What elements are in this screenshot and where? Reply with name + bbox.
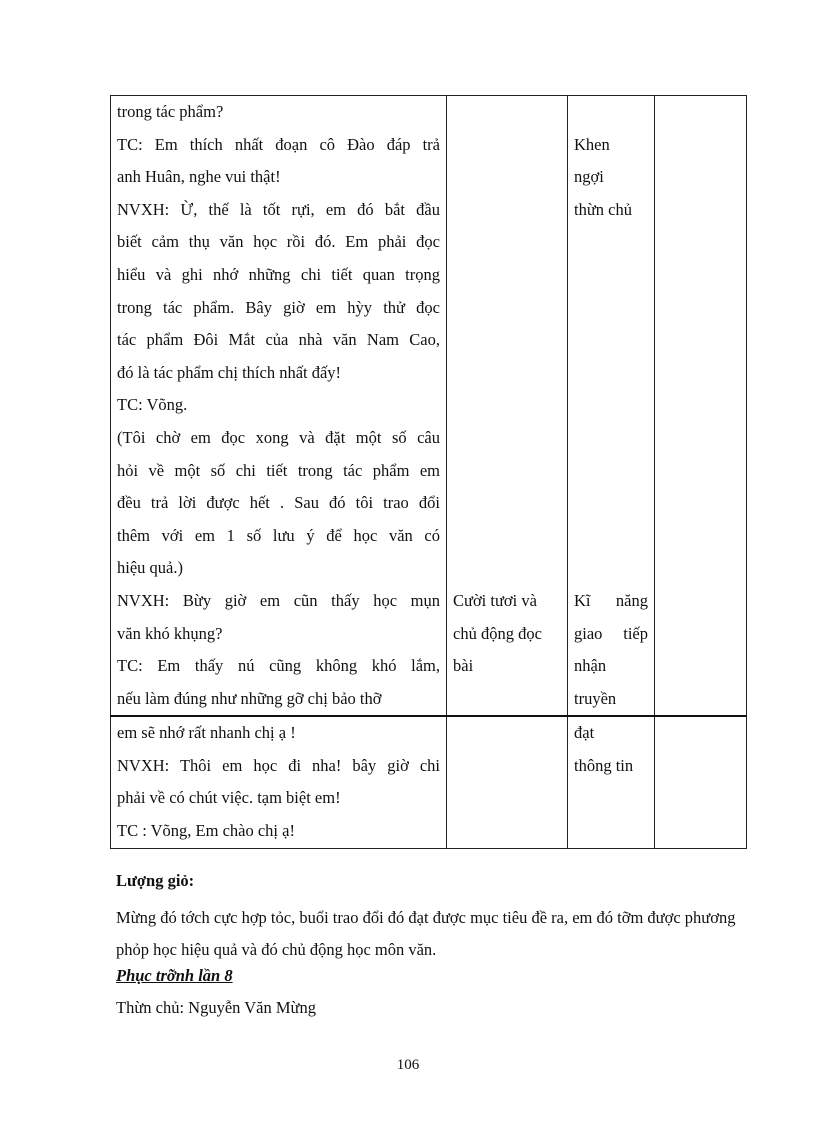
attitude-cell: [447, 96, 568, 717]
text-line: TC : Võng, Em chào chị ạ!: [117, 821, 295, 841]
text-line: thừn chủ: [574, 199, 632, 219]
evaluation-paragraph: Mừng đó tớch cực hợp tỏc, buổi trao đổi đó đạt được mục tiêu đề ra, em đó tỡm được phương phỏp học hiệu quả và đó chủ động học môn văn.: [116, 908, 736, 959]
text-line: biết cảm thụ văn học rồi đó. Em phải đọc: [117, 232, 440, 252]
text-line: Cười tươi và: [453, 590, 537, 610]
text-line: trong tác phẩm?: [117, 102, 224, 121]
text-line: hỏi về một số chi tiết trong tác phẩm em: [117, 460, 440, 480]
text-line: tác phẩm Đôi Mắt của nhà văn Nam Cao,: [117, 330, 440, 350]
text-line: chủ động đọc: [453, 623, 542, 643]
section-title: Lượng giỏ:: [116, 871, 195, 890]
text-line: đều trả lời được hết . Sau đó tôi trao đổi: [117, 493, 440, 513]
text-line: NVXH: Ừ, thế là tốt rựi, em đó bắt đầu: [117, 199, 440, 219]
text-line: giao tiếp: [574, 623, 648, 643]
table-row: [111, 96, 747, 717]
text-line: bài: [453, 656, 474, 676]
empty-cell: [655, 716, 747, 848]
skill-cell: [568, 716, 655, 848]
skill-cell: [568, 96, 655, 717]
text-line: thông tin: [574, 755, 634, 775]
text-line: phải về có chút việc. tạm biệt em!: [117, 788, 341, 808]
text-line: (Tôi chờ em đọc xong và đặt một số câu: [117, 427, 440, 447]
text-line: đạt: [574, 723, 595, 743]
text-line: NVXH: Thôi em học đi nha! bây giờ chi: [117, 755, 440, 775]
case-record-table: [110, 95, 747, 849]
empty-cell: [447, 716, 568, 848]
text-line: thêm với em 1 số lưu ý để học văn có: [117, 525, 440, 545]
session-heading: Phục trỡnh lần 8: [116, 966, 233, 985]
text-line: anh Huân, nghe vui thật!: [117, 167, 281, 187]
text-line: đó là tác phẩm chị thích nhất đấy!: [117, 362, 342, 382]
text-line: Kĩ năng: [574, 590, 648, 610]
text-line: hiểu và ghi nhớ những chi tiết quan trọng: [117, 264, 440, 284]
text-line: TC: Em thích nhất đoạn cô Đào đáp trả: [117, 134, 440, 154]
text-line: văn khó khụng?: [117, 623, 223, 643]
text-line: Khen: [574, 134, 610, 154]
page-number: 106: [396, 1057, 420, 1073]
text-line: nhận: [574, 656, 607, 676]
empty-cell: [655, 96, 747, 717]
text-line: NVXH: Bừy giờ em cũn thấy học mụn: [117, 590, 440, 610]
conversation-cell: [111, 96, 447, 717]
text-line: truyền: [574, 688, 617, 708]
client-name: Thừn chủ: Nguyễn Văn Mừng: [116, 998, 316, 1017]
text-line: trong tác phẩm. Bây giờ em hỳy thử đọc: [117, 297, 440, 317]
text-line: ngợi: [574, 167, 604, 187]
text-line: em sẽ nhớ rất nhanh chị ạ !: [117, 723, 296, 743]
text-line: TC: Em thấy nú cũng không khó lắm,: [117, 656, 440, 676]
conversation-cell: [111, 716, 447, 848]
text-line: TC: Võng.: [117, 395, 188, 415]
table-row: [111, 716, 747, 848]
text-line: hiệu quả.): [117, 558, 183, 578]
text-line: nếu làm đúng như những gỡ chị bảo thỡ: [117, 688, 382, 708]
